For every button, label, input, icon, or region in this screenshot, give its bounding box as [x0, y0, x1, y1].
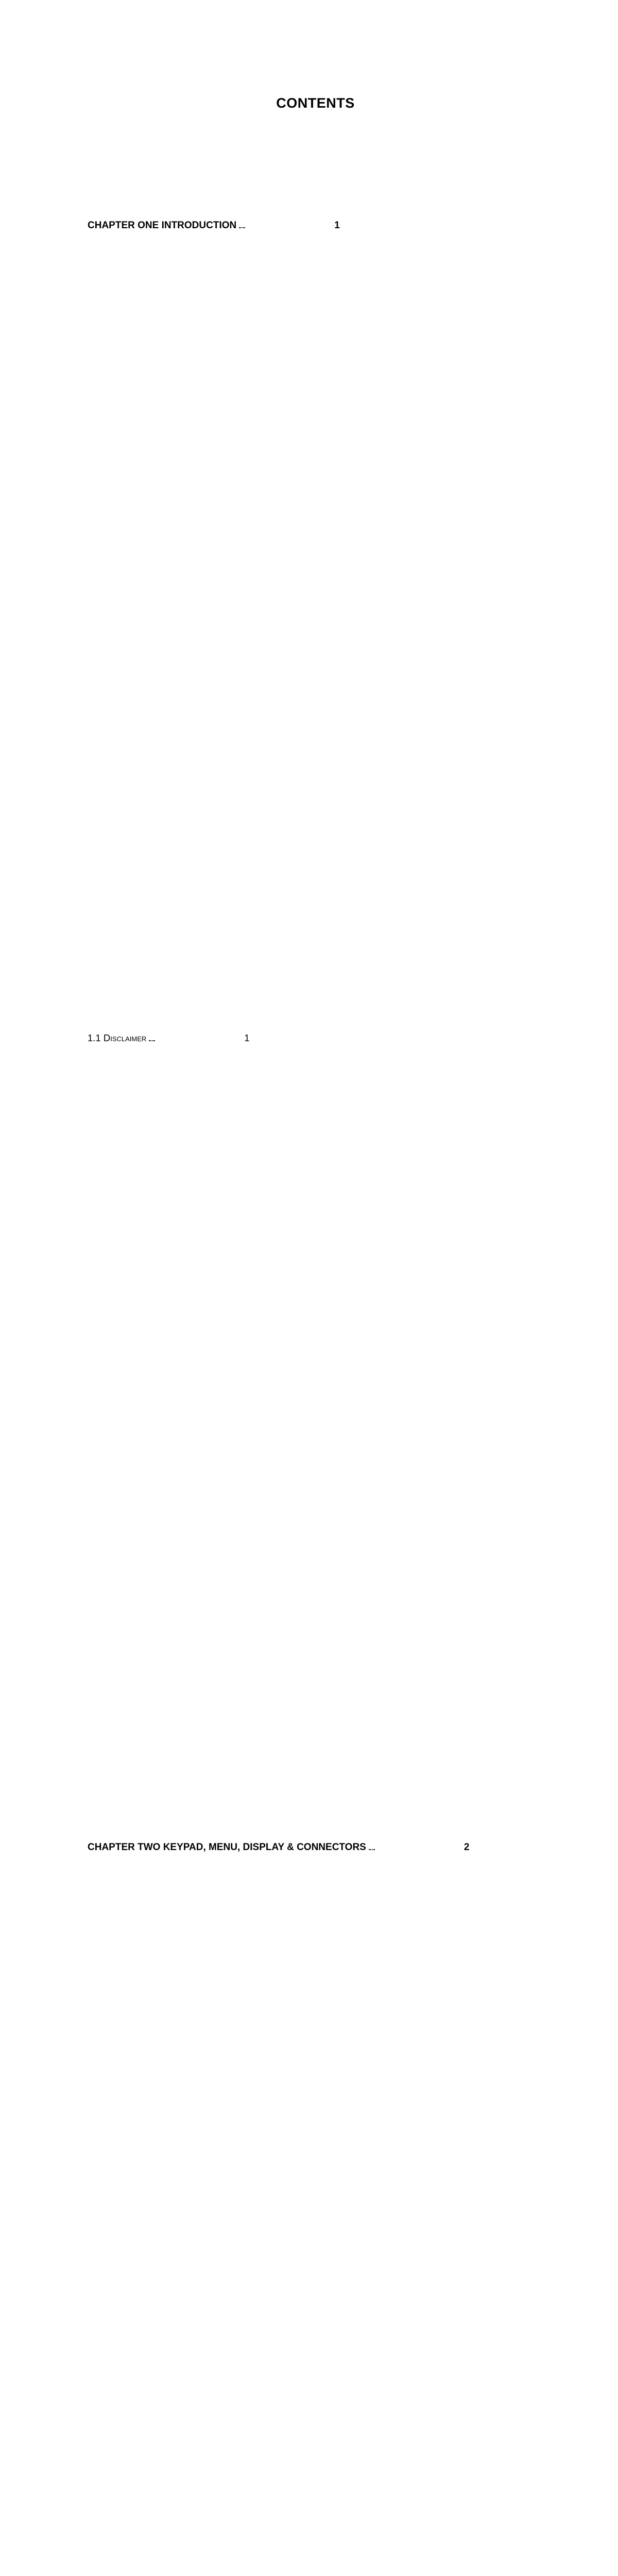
page-title: CONTENTS — [276, 95, 355, 111]
toc-page-number: 2 — [376, 1747, 544, 2546]
toc-chapter-row — [88, 1747, 479, 2546]
toc-leader-dots — [239, 227, 245, 228]
toc-leader-dots — [149, 1040, 155, 1041]
toc-entry-label: 1.1 Disclaimer — [88, 1032, 147, 1043]
toc-section-row — [88, 2557, 543, 2576]
toc-entry-label: CHAPTER ONE INTRODUCTION — [88, 220, 237, 231]
toc-page-number: 1 — [247, 125, 479, 924]
toc-page-number: 1 — [157, 935, 543, 1735]
toc-leader-dots — [369, 1849, 375, 1850]
toc-entry-label: CHAPTER TWO KEYPAD, MENU, DISPLAY & CONNECTORS — [88, 1842, 366, 1853]
toc-chapter-row — [88, 125, 479, 924]
toc-list — [88, 125, 543, 2576]
toc-section-row — [88, 935, 543, 1735]
toc-page-number — [212, 2557, 543, 2576]
